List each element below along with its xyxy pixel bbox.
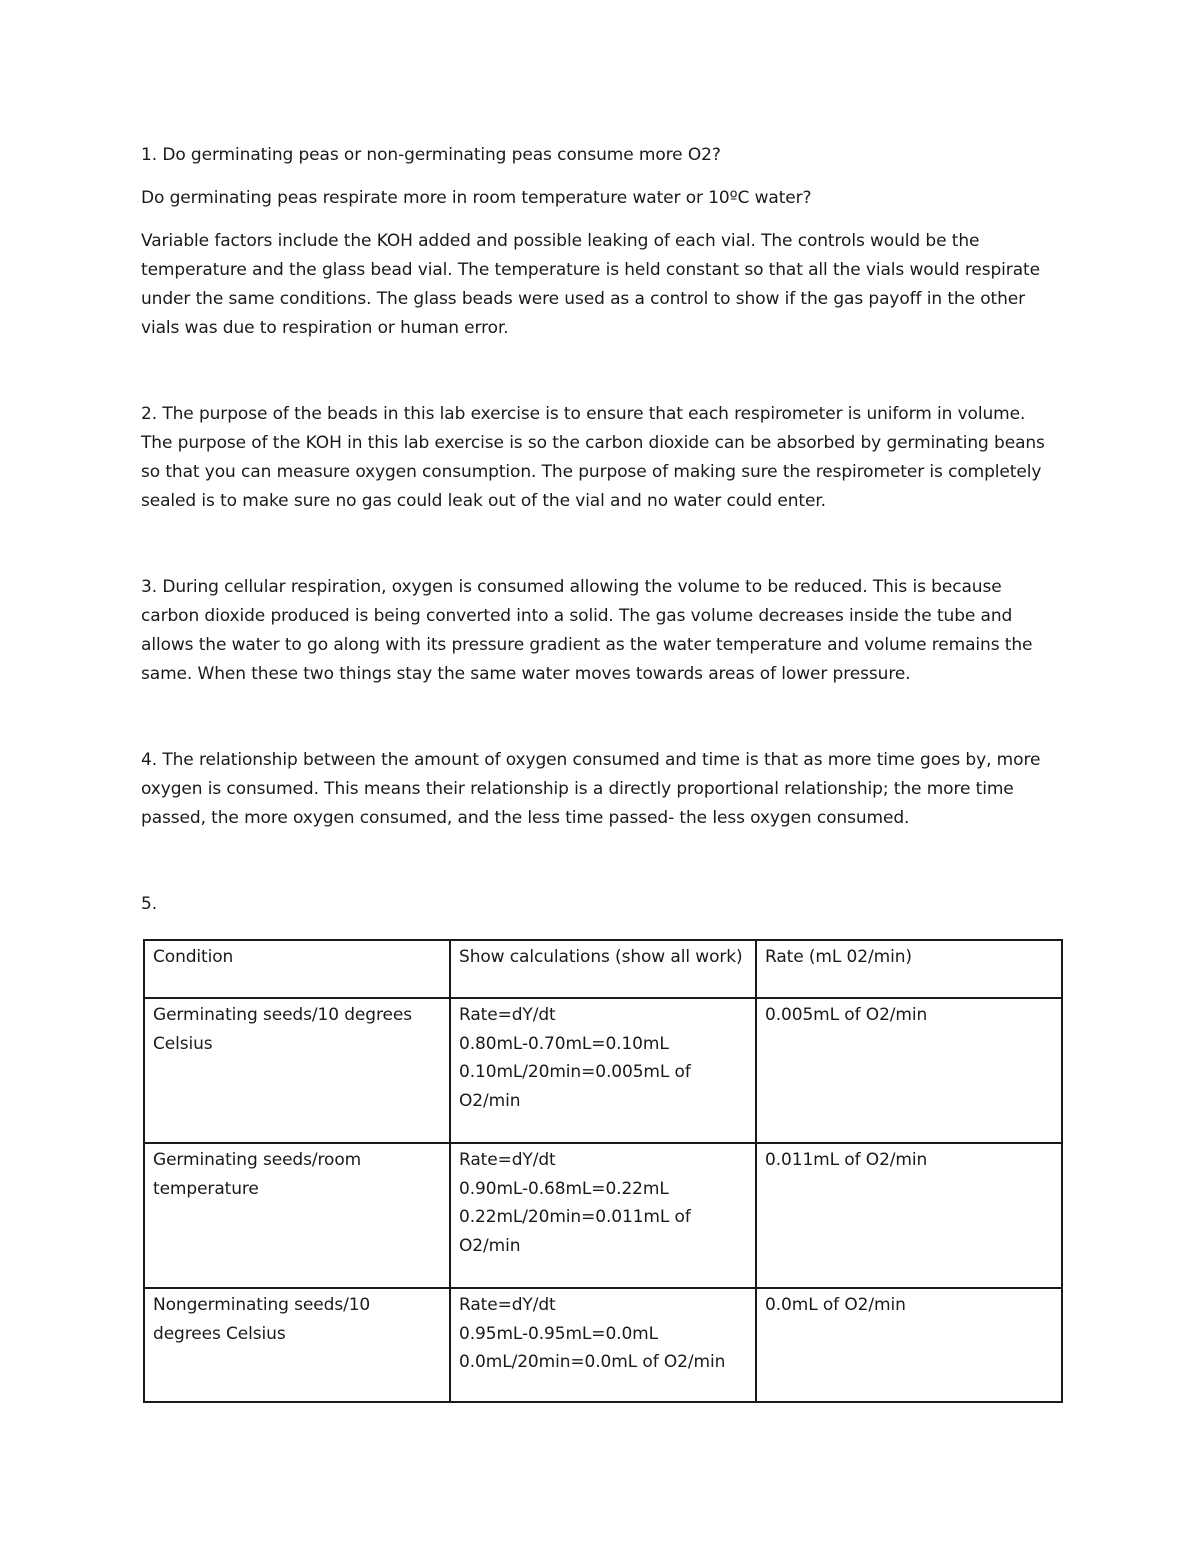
- calculation-cell: [450, 1143, 756, 1288]
- rate-cell: 0.0mL of O2/min: [756, 1288, 1062, 1402]
- calc-line: 0.95mL-0.95mL=0.0mL: [459, 1323, 659, 1344]
- header-condition: Condition: [144, 940, 450, 998]
- calc-line: 0.10mL/20min=0.005mL of O2/min: [459, 1062, 691, 1111]
- question-3-answer: 3. During cellular respiration, oxygen is consumed allowing the volume to be reduced. This is because carbon dioxide produced is being converted into a solid. The gas volume decreases inside the tube and allows the water to go along with its pressure gradient as the water temperature and volume remains the same. When these two things stay the same water moves towards areas of lower pressure.: [141, 577, 1033, 684]
- table-row: [144, 1288, 1062, 1402]
- question-1-subprompt: Do germinating peas respirate more in room temperature water or 10ºC water?: [141, 188, 812, 208]
- table-row: [144, 998, 1062, 1143]
- condition-cell: Nongerminating seeds/10 degrees Celsius: [144, 1288, 450, 1402]
- question-2-answer: 2. The purpose of the beads in this lab exercise is to ensure that each respirometer is uniform in volume. The purpose of the KOH in this lab exercise is so the carbon dioxide can be absorbed by germinating beans so that you can measure oxygen consumption. The purpose of making sure the respirometer is completely sealed is to make sure no gas could leak out of the vial and no water could enter.: [141, 404, 1045, 511]
- calc-line: 0.22mL/20min=0.011mL of O2/min: [459, 1207, 691, 1256]
- rate-cell: 0.011mL of O2/min: [756, 1143, 1062, 1288]
- question-5-label: 5.: [141, 894, 158, 914]
- rate-cell: 0.005mL of O2/min: [756, 998, 1062, 1143]
- header-calculations: Show calculations (show all work): [450, 940, 756, 998]
- calculation-cell: [450, 998, 756, 1143]
- condition-cell: Germinating seeds/room temperature: [144, 1143, 450, 1288]
- calc-line: Rate=dY/dt: [459, 1150, 556, 1170]
- calc-line: 0.90mL-0.68mL=0.22mL: [459, 1178, 669, 1199]
- calc-line: 0.80mL-0.70mL=0.10mL: [459, 1033, 669, 1054]
- table-row: [144, 1143, 1062, 1288]
- question-4-answer: 4. The relationship between the amount of oxygen consumed and time is that as more time goes by, more oxygen is consumed. This means their relationship is a directly proportional relationship; the more time passed, the more oxygen consumed, and the less time passed- the less oxygen consumed.: [141, 750, 1041, 828]
- results-table: [143, 939, 1063, 1403]
- calc-line: Rate=dY/dt: [459, 1005, 556, 1025]
- header-rate: Rate (mL 02/min): [756, 940, 1062, 998]
- table-header-row: [144, 940, 1062, 998]
- calculation-cell: [450, 1288, 756, 1402]
- calc-line: 0.0mL/20min=0.0mL of O2/min: [459, 1352, 726, 1372]
- document-body: [141, 141, 1061, 919]
- question-1-prompt: 1. Do germinating peas or non-germinating peas consume more O2?: [141, 145, 721, 165]
- condition-cell: Germinating seeds/10 degrees Celsius: [144, 998, 450, 1143]
- question-1-answer: Variable factors include the KOH added and possible leaking of each vial. The controls would be the temperature and the glass bead vial. The temperature is held constant so that all the vials would respirate under the same conditions. The glass beads were used as a control to show if the gas payoff in the other vials was due to respiration or human error.: [141, 231, 1040, 338]
- calc-line: Rate=dY/dt: [459, 1295, 556, 1315]
